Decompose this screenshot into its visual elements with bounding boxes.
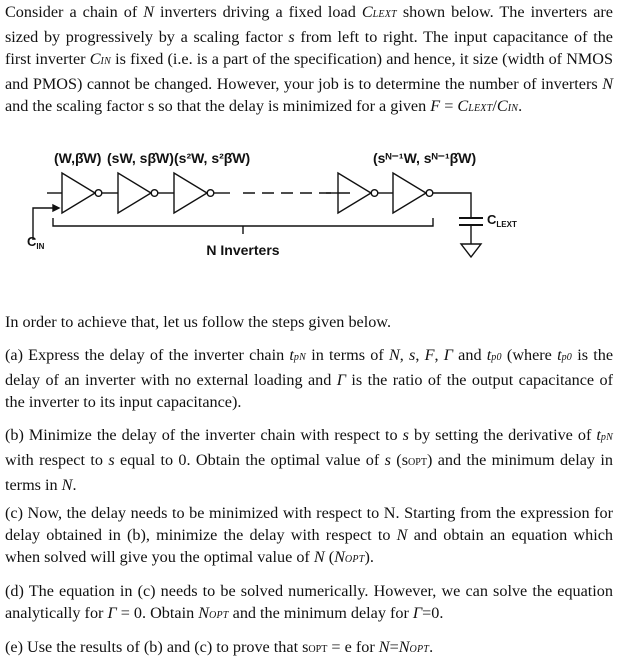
text-segment: N xyxy=(602,75,613,93)
text-segment: in terms of xyxy=(306,346,389,364)
text-segment: OPT xyxy=(308,644,328,655)
text-segment: =0. xyxy=(422,604,444,622)
text-segment: s xyxy=(108,451,115,469)
text-segment: with respect to xyxy=(5,451,109,469)
text-segment: (c) Now, the delay needs to be minimized with respect to N. Starting from the expression for delay obtained in (b), minimize the delay with respect to xyxy=(5,504,613,544)
question-b xyxy=(5,424,613,496)
text-segment: IN xyxy=(507,103,519,114)
cin-label xyxy=(27,234,45,251)
text-segment: . xyxy=(429,638,434,656)
text-segment: N xyxy=(198,604,210,622)
text-segment: N xyxy=(398,638,410,656)
text-segment: C xyxy=(361,3,373,21)
text-segment: s xyxy=(384,451,391,469)
text-segment: is the delay of an inverter with no external loading and xyxy=(5,346,614,389)
cin-label-sub: IN xyxy=(36,242,45,251)
question-e xyxy=(5,636,613,661)
question-c xyxy=(5,502,613,571)
text-segment: and obtain an equation which when solved will give you the optimal value of xyxy=(5,526,613,566)
text-segment: C xyxy=(89,50,101,68)
text-segment: ) and the minimum delay in terms in xyxy=(5,451,613,494)
question-a xyxy=(5,344,613,413)
text-segment: Consider a chain of xyxy=(5,3,144,21)
text-segment: is fixed (i.e. is a part of the specification) and hence, it size (width of NMOS and PMOS) cannot be changed. However, your job is to determine the number of inverters xyxy=(5,50,613,93)
brace xyxy=(53,218,433,234)
output-wire xyxy=(433,193,471,217)
text-segment: (a) Express the delay of the inverter chain xyxy=(5,346,290,364)
text-segment: . xyxy=(72,476,77,494)
text-segment: = 0. Obtain xyxy=(116,604,199,622)
text-segment: N xyxy=(396,526,408,544)
arrow-head-icon xyxy=(53,205,59,211)
text-segment: Γ xyxy=(443,346,453,364)
text-segment: pN xyxy=(600,432,613,443)
text-segment: N xyxy=(388,346,400,364)
text-segment: s xyxy=(288,28,295,46)
text-segment: In order to achieve that, let us follow the steps given below. xyxy=(5,313,391,331)
text-segment: OPT xyxy=(408,457,427,468)
text-segment: LEXT xyxy=(468,103,493,114)
text-segment: inverters driving a fixed load xyxy=(154,3,362,21)
clext-label-main: C xyxy=(487,212,497,227)
text-segment: (b) Minimize the delay of the inverter chain with respect to xyxy=(5,426,403,444)
stage-label-3: (s²W, s²β̂W) xyxy=(174,150,251,166)
capacitor-icon xyxy=(459,218,483,244)
text-segment: F xyxy=(424,346,435,364)
text-segment: Γ xyxy=(336,371,346,389)
text-segment: s xyxy=(402,426,409,444)
inverter-n xyxy=(393,173,433,213)
stage-label-1: (W,β̂W) xyxy=(54,150,102,166)
text-segment: , xyxy=(434,346,444,364)
text-segment: is the ratio of the output capacitance of the inverter to its input capacitance). xyxy=(5,371,614,411)
text-segment: from left to right. The input capacitance of the first inverter xyxy=(5,28,613,68)
text-segment: / xyxy=(492,97,497,115)
text-segment: OPT xyxy=(209,610,229,621)
inverter-3 xyxy=(174,173,214,213)
text-segment: = xyxy=(389,638,399,656)
text-segment: OPT xyxy=(344,554,365,565)
text-segment: Γ xyxy=(412,604,423,622)
text-segment: (s xyxy=(390,451,409,469)
text-segment: shown below. The inverters are sized by progressively by a scaling factor xyxy=(5,3,613,46)
text-segment: pN xyxy=(293,352,307,363)
text-segment: N xyxy=(61,476,73,494)
text-segment: . xyxy=(518,97,523,115)
text-segment: , xyxy=(415,346,425,364)
stage-label-n: (sᴺ⁻¹W, sᴺ⁻¹β̂W) xyxy=(373,150,477,166)
text-segment: N xyxy=(378,638,390,656)
intro-paragraph xyxy=(5,1,613,120)
text-segment: by setting the derivative of xyxy=(408,426,597,444)
text-segment: N xyxy=(334,548,345,566)
text-segment: and the minimum delay for xyxy=(228,604,413,622)
text-segment: C xyxy=(496,97,508,115)
stage-label-2: (sW, sβ̂W) xyxy=(107,150,174,166)
ground-icon xyxy=(461,244,481,257)
text-segment: ( xyxy=(324,548,335,566)
text-segment: C xyxy=(457,97,469,115)
text-segment: OPT xyxy=(409,644,430,655)
text-segment: = e for xyxy=(327,638,379,656)
text-segment: (e) Use the results of (b) and (c) to prove that s xyxy=(5,638,309,656)
text-segment: N xyxy=(143,3,155,21)
text-segment: t xyxy=(596,426,601,444)
n-inverters-label: N Inverters xyxy=(206,242,280,258)
text-segment: and the scaling factor s so that the delay is minimized for a given xyxy=(5,97,431,115)
inverter-chain-diagram xyxy=(0,140,618,270)
cin-label-main: C xyxy=(27,234,37,249)
text-segment: = xyxy=(440,97,458,115)
text-segment: F xyxy=(430,97,441,115)
text-segment: (where xyxy=(501,346,558,364)
text-segment: t xyxy=(557,346,562,364)
text-segment: , xyxy=(399,346,410,364)
text-segment: ). xyxy=(364,548,374,566)
text-segment: Γ xyxy=(107,604,117,622)
question-d xyxy=(5,580,613,627)
text-segment: p0 xyxy=(561,352,573,363)
text-segment: and xyxy=(452,346,487,364)
instructions-paragraph xyxy=(5,311,613,333)
text-segment: LEXT xyxy=(372,9,397,20)
inverter-2 xyxy=(118,173,158,213)
text-segment: s xyxy=(409,346,416,364)
text-segment: IN xyxy=(100,56,111,67)
text-segment: equal to 0. Obtain the optimal value of xyxy=(114,451,385,469)
text-segment: t xyxy=(486,346,492,364)
text-segment: N xyxy=(313,548,325,566)
text-segment: (d) The equation in (c) needs to be solved numerically. However, we can solve the equation analytically for xyxy=(5,582,613,622)
text-segment: p0 xyxy=(491,352,502,363)
text-segment: t xyxy=(289,346,294,364)
clext-label-sub: LEXT xyxy=(496,220,517,229)
clext-label xyxy=(487,212,517,229)
